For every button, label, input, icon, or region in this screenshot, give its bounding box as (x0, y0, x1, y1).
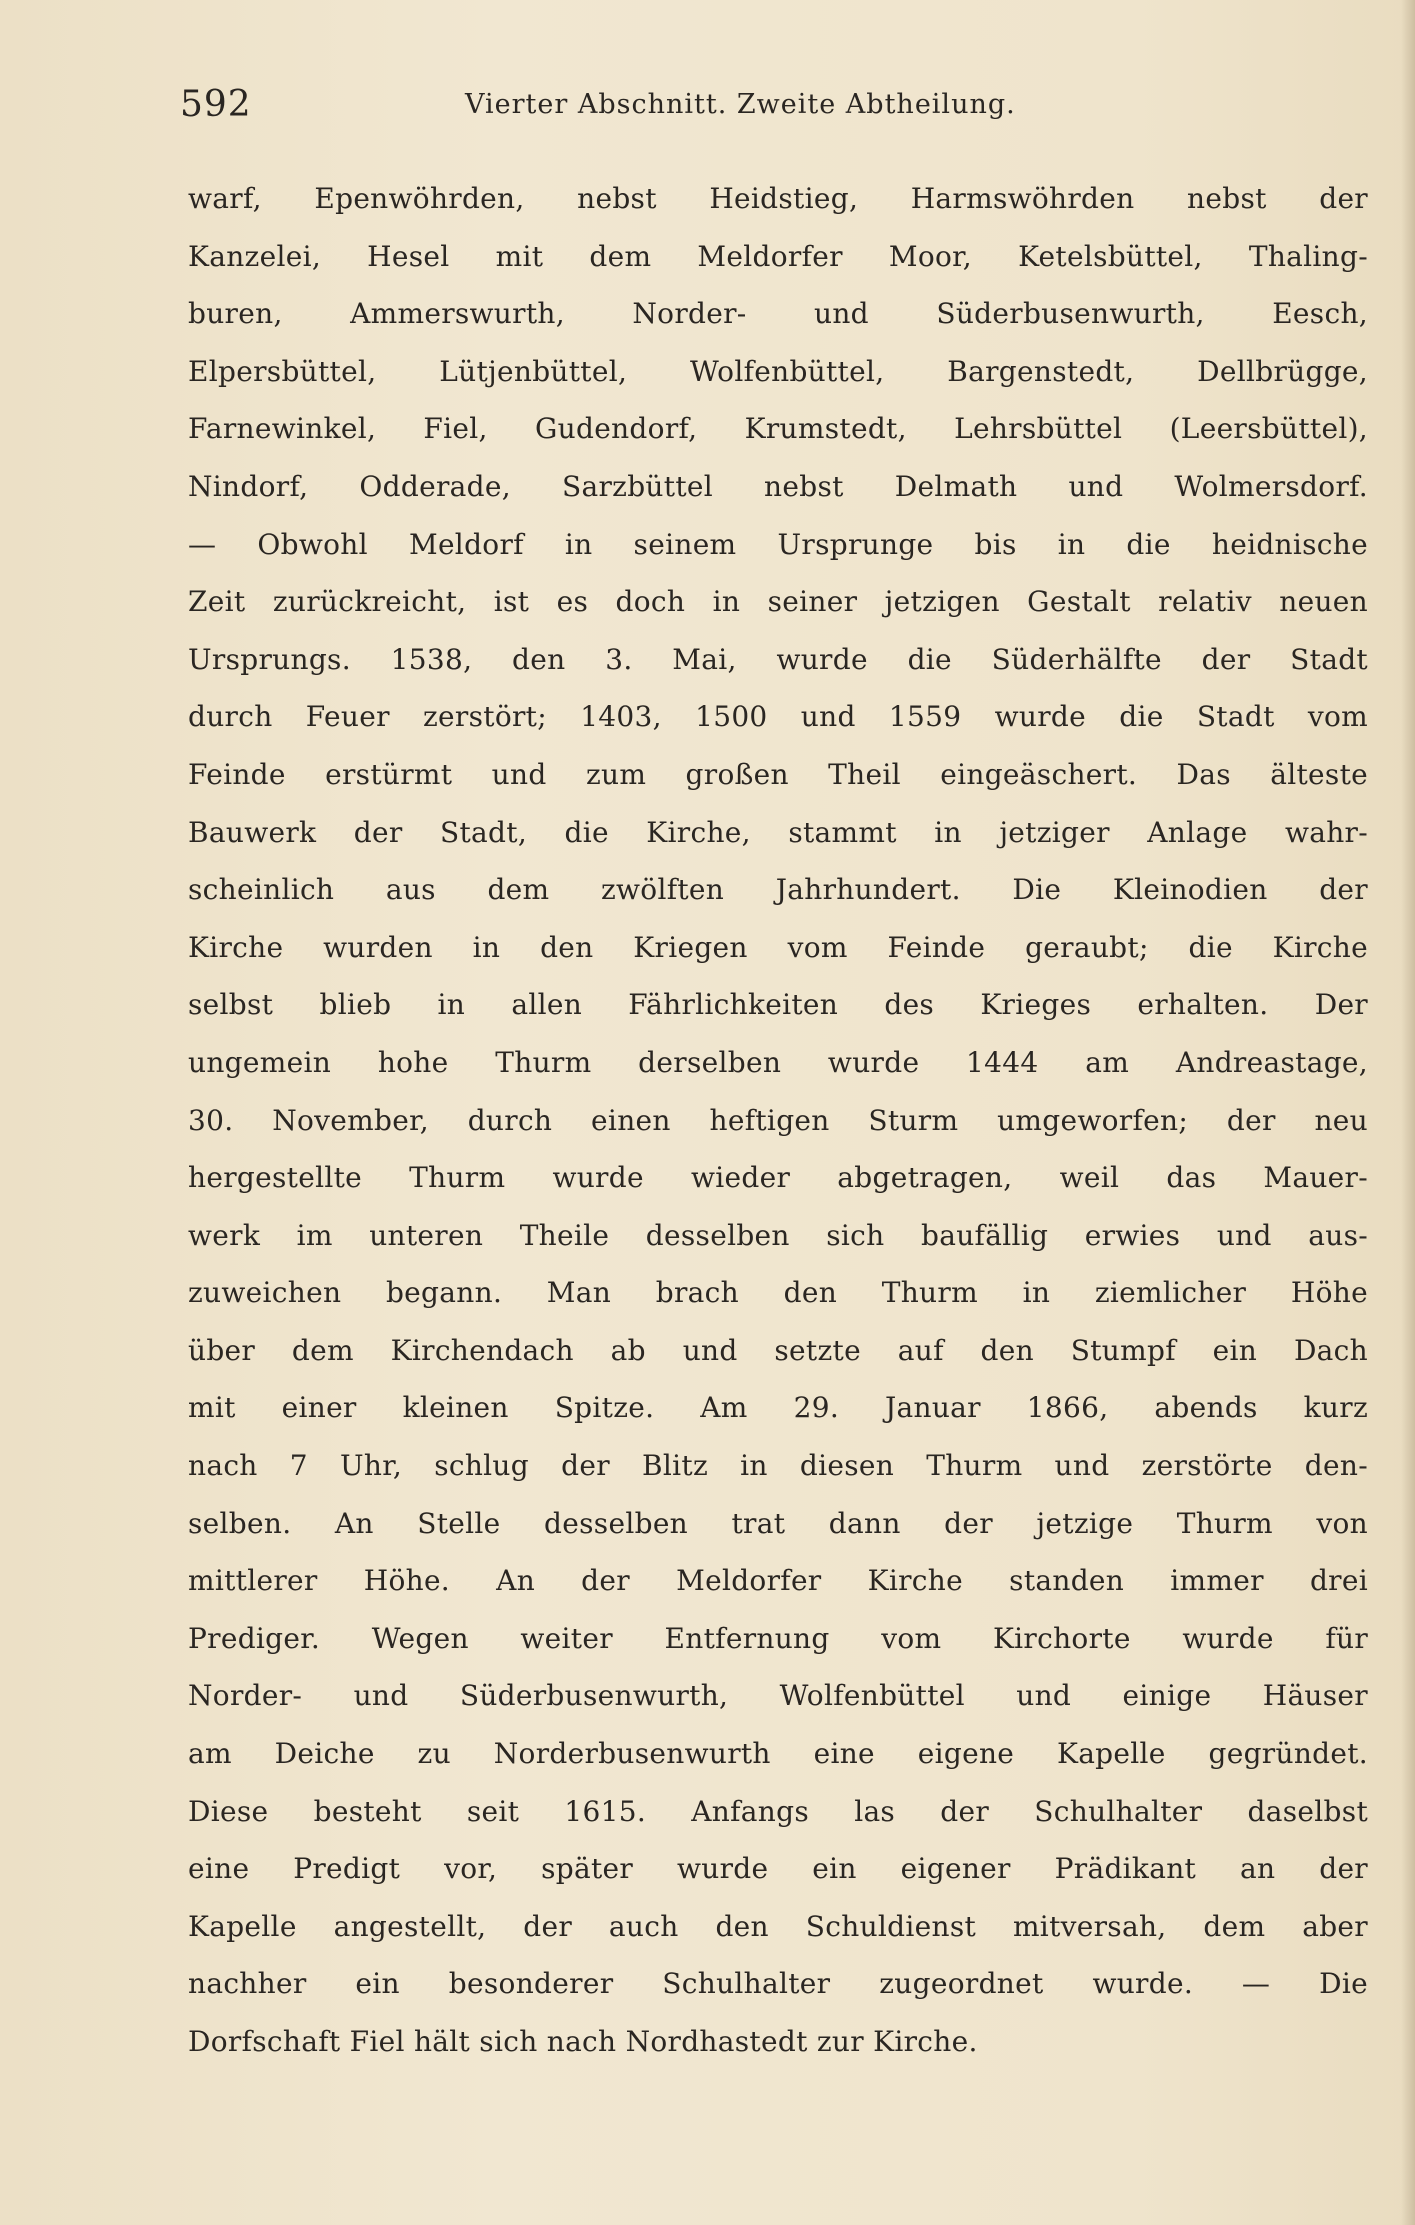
text-line: durch Feuer zerstört; 1403, 1500 und 1559 wurde die Stadt vom (188, 700, 1368, 734)
text-line: Diese besteht seit 1615. Anfangs las der Schulhalter daselbst (188, 1794, 1368, 1828)
text-line: hergestellte Thurm wurde wieder abgetragen, weil das Mauer- (188, 1161, 1368, 1195)
text-line: am Deiche zu Norderbusenwurth eine eigene Kapelle gegründet. (188, 1737, 1368, 1771)
text-line: Farnewinkel, Fiel, Gudendorf, Krumstedt, Lehrsbüttel (Leersbüttel), (188, 412, 1368, 446)
text-line: Ursprungs. 1538, den 3. Mai, wurde die Süderhälfte der Stadt (188, 642, 1368, 676)
text-line: eine Predigt vor, später wurde ein eigener Prädikant an der (188, 1852, 1368, 1886)
text-line: werk im unteren Theile desselben sich baufällig erwies und aus- (188, 1218, 1368, 1252)
text-line: scheinlich aus dem zwölften Jahrhundert. Die Kleinodien der (188, 873, 1368, 907)
text-line: nachher ein besonderer Schulhalter zugeordnet wurde. — Die (188, 1967, 1368, 2001)
page-number: 592 (180, 84, 252, 125)
text-line: zuweichen begann. Man brach den Thurm in ziemlicher Höhe (188, 1276, 1368, 1310)
text-line: ungemein hohe Thurm derselben wurde 1444 am Andreastage, (188, 1045, 1368, 1079)
text-line: warf, Epenwöhrden, nebst Heidstieg, Harmswöhrden nebst der (188, 182, 1368, 215)
text-line: Feinde erstürmt und zum großen Theil eingeäschert. Das älteste (188, 757, 1368, 791)
text-line: selbst blieb in allen Fährlichkeiten des Krieges erhalten. Der (188, 988, 1368, 1022)
body-text (188, 170, 1368, 2071)
text-line: Prediger. Wegen weiter Entfernung vom Kirchorte wurde für (188, 1621, 1368, 1655)
text-line: Nindorf, Odderade, Sarzbüttel nebst Delmath und Wolmersdorf. (188, 469, 1368, 503)
text-line: mittlerer Höhe. An der Meldorfer Kirche standen immer drei (188, 1564, 1368, 1598)
text-line: nach 7 Uhr, schlug der Blitz in diesen Thurm und zerstörte den- (188, 1449, 1368, 1483)
text-line: — Obwohl Meldorf in seinem Ursprunge bis in die heidnische (188, 527, 1368, 561)
text-line: Zeit zurückreicht, ist es doch in seiner jetzigen Gestalt relativ neuen (188, 585, 1368, 619)
running-head: Vierter Abschnitt. Zweite Abtheilung. (465, 89, 1016, 120)
text-line: Norder- und Süderbusenwurth, Wolfenbüttel und einige Häuser (188, 1679, 1368, 1713)
text-line: mit einer kleinen Spitze. Am 29. Januar 1866, abends kurz (188, 1391, 1368, 1425)
text-line: Dorfschaft Fiel hält sich nach Nordhastedt zur Kirche. (188, 2025, 978, 2058)
page-header (180, 84, 1280, 134)
text-line: Kirche wurden in den Kriegen vom Feinde geraubt; die Kirche (188, 930, 1368, 964)
text-line: 30. November, durch einen heftigen Sturm umgeworfen; der neu (188, 1103, 1368, 1137)
text-line: buren, Ammerswurth, Norder- und Süderbusenwurth, Eesch, (188, 297, 1368, 331)
page-edge-shadow (1401, 0, 1415, 2225)
text-line: Elpersbüttel, Lütjenbüttel, Wolfenbüttel, Bargenstedt, Dellbrügge, (188, 354, 1368, 388)
text-line: Bauwerk der Stadt, die Kirche, stammt in jetziger Anlage wahr- (188, 815, 1368, 849)
text-line: über dem Kirchendach ab und setzte auf den Stumpf ein Dach (188, 1333, 1368, 1367)
text-line: selben. An Stelle desselben trat dann der jetzige Thurm von (188, 1506, 1368, 1540)
text-line: Kanzelei, Hesel mit dem Meldorfer Moor, Ketelsbüttel, Thaling- (188, 239, 1368, 273)
text-line: Kapelle angestellt, der auch den Schuldienst mitversah, dem aber (188, 1909, 1368, 1943)
